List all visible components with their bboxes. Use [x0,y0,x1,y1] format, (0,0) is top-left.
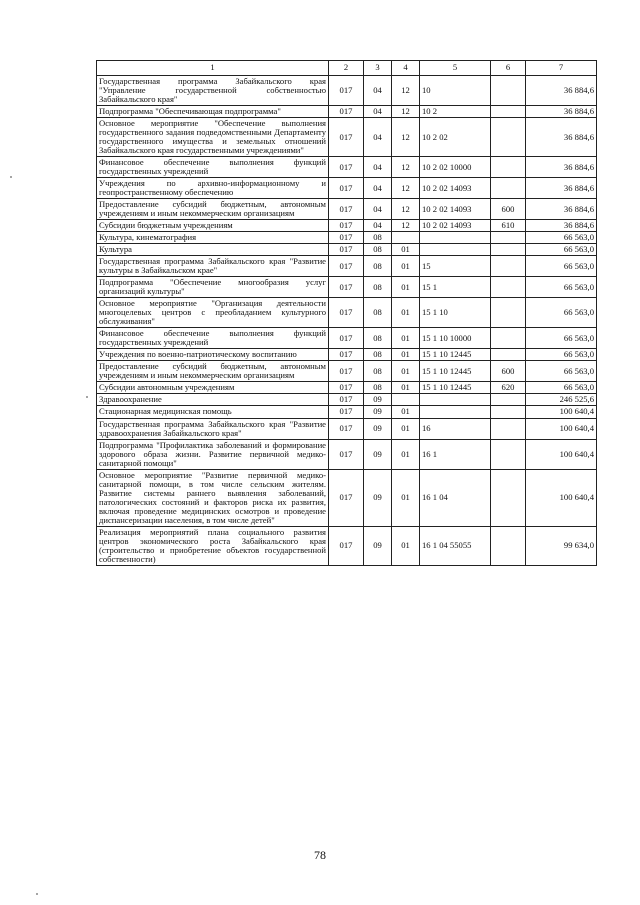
ministry-code: 017 [329,277,364,298]
budget-item-name: Подпрограмма "Обеспечение многообразия услуг организаций культуры" [97,277,329,298]
ministry-code: 017 [329,199,364,220]
budget-item-name: Культура, кинематография [97,232,329,244]
table-row [97,157,597,178]
ministry-code: 017 [329,328,364,349]
subsection-code: 01 [392,439,420,469]
column-header: 2 [329,61,364,76]
expense-type-code: 600 [491,199,526,220]
target-article-code: 10 [420,76,491,106]
section-code: 04 [364,220,392,232]
budget-item-name: Основное мероприятие "Обеспечение выполнения государственного задания подведомственными Департаменту государственного имущества и земельных отношений Забайкальского края государственными учреждениями" [97,118,329,157]
scan-speck [10,176,12,178]
section-code: 08 [364,361,392,382]
page-number: 78 [314,848,326,862]
subsection-code: 12 [392,220,420,232]
expense-type-code [491,157,526,178]
section-code: 04 [364,199,392,220]
subsection-code: 01 [392,382,420,394]
budget-table [96,60,597,566]
budget-item-name: Культура [97,244,329,256]
ministry-code: 017 [329,349,364,361]
expense-type-code [491,277,526,298]
budget-item-name: Государственная программа Забайкальского края "Развитие культуры в Забайкальском крае" [97,256,329,277]
amount-value: 100 640,4 [526,439,597,469]
section-code: 04 [364,76,392,106]
section-code: 09 [364,469,392,526]
section-code: 04 [364,157,392,178]
table-row [97,406,597,418]
expense-type-code [491,232,526,244]
amount-value: 100 640,4 [526,469,597,526]
table-row [97,199,597,220]
table-row [97,382,597,394]
subsection-code: 01 [392,361,420,382]
table-row [97,298,597,328]
table-row [97,220,597,232]
column-header: 6 [491,61,526,76]
ministry-code: 017 [329,382,364,394]
ministry-code: 017 [329,361,364,382]
target-article-code: 10 2 [420,106,491,118]
amount-value: 66 563,0 [526,298,597,328]
target-article-code: 10 2 02 10000 [420,157,491,178]
amount-value: 36 884,6 [526,106,597,118]
budget-item-name: Предоставление субсидий бюджетным, автономным учреждениям и иным некоммерческим организациям [97,199,329,220]
expense-type-code [491,76,526,106]
section-code: 09 [364,418,392,439]
subsection-code: 01 [392,349,420,361]
scan-speck [86,396,88,398]
subsection-code: 01 [392,328,420,349]
table-row [97,349,597,361]
budget-item-name: Финансовое обеспечение выполнения функций государственных учреждений [97,328,329,349]
ministry-code: 017 [329,244,364,256]
expense-type-code [491,394,526,406]
subsection-code: 01 [392,244,420,256]
section-code: 08 [364,298,392,328]
ministry-code: 017 [329,469,364,526]
table-row [97,118,597,157]
ministry-code: 017 [329,118,364,157]
budget-item-name: Подпрограмма "Профилактика заболеваний и формирование здорового образа жизни. Развитие первичной медико-санитарной помощи" [97,439,329,469]
scan-speck [36,893,38,895]
column-header: 5 [420,61,491,76]
amount-value: 66 563,0 [526,361,597,382]
budget-item-name: Реализация мероприятий плана социального развития центров экономического роста Забайкальского края (строительство и приобретение объектов государственной собственности) [97,526,329,565]
target-article-code: 15 1 10 [420,298,491,328]
budget-item-name: Субсидии бюджетным учреждениям [97,220,329,232]
budget-item-name: Государственная программа Забайкальского края "Управление государственной собственностью Забайкальского края" [97,76,329,106]
amount-value: 66 563,0 [526,328,597,349]
target-article-code: 16 1 04 [420,469,491,526]
expense-type-code [491,244,526,256]
subsection-code: 01 [392,277,420,298]
amount-value: 100 640,4 [526,418,597,439]
target-article-code: 10 2 02 14093 [420,178,491,199]
amount-value: 36 884,6 [526,76,597,106]
ministry-code: 017 [329,298,364,328]
budget-item-name: Предоставление субсидий бюджетным, автономным учреждениям и иным некоммерческим организациям [97,361,329,382]
subsection-code: 01 [392,298,420,328]
subsection-code: 01 [392,469,420,526]
ministry-code: 017 [329,406,364,418]
target-article-code: 16 1 04 55055 [420,526,491,565]
amount-value: 66 563,0 [526,382,597,394]
expense-type-code [491,256,526,277]
amount-value: 36 884,6 [526,199,597,220]
table-row [97,256,597,277]
section-code: 08 [364,232,392,244]
target-article-code: 15 1 10 12445 [420,382,491,394]
ministry-code: 017 [329,157,364,178]
expense-type-code [491,406,526,418]
expense-type-code [491,439,526,469]
target-article-code: 10 2 02 [420,118,491,157]
column-header: 3 [364,61,392,76]
expense-type-code: 610 [491,220,526,232]
section-code: 08 [364,277,392,298]
budget-item-name: Финансовое обеспечение выполнения функций государственных учреждений [97,157,329,178]
expense-type-code [491,328,526,349]
table-row [97,469,597,526]
subsection-code: 12 [392,106,420,118]
subsection-code: 01 [392,418,420,439]
target-article-code [420,244,491,256]
table-header-row [97,61,597,76]
expense-type-code [491,526,526,565]
amount-value: 66 563,0 [526,256,597,277]
section-code: 09 [364,406,392,418]
ministry-code: 017 [329,394,364,406]
ministry-code: 017 [329,256,364,277]
column-header: 4 [392,61,420,76]
budget-item-name: Подпрограмма "Обеспечивающая подпрограмма" [97,106,329,118]
subsection-code [392,232,420,244]
table-row [97,76,597,106]
budget-item-name: Субсидии автономным учреждениям [97,382,329,394]
target-article-code: 10 2 02 14093 [420,199,491,220]
amount-value: 66 563,0 [526,349,597,361]
section-code: 04 [364,178,392,199]
target-article-code [420,232,491,244]
target-article-code: 16 [420,418,491,439]
expense-type-code [491,118,526,157]
amount-value: 36 884,6 [526,157,597,178]
section-code: 08 [364,328,392,349]
amount-value: 36 884,6 [526,178,597,199]
section-code: 04 [364,118,392,157]
ministry-code: 017 [329,526,364,565]
budget-item-name: Здравоохранение [97,394,329,406]
table-row [97,232,597,244]
amount-value: 100 640,4 [526,406,597,418]
target-article-code [420,406,491,418]
target-article-code: 15 1 [420,277,491,298]
expense-type-code [491,106,526,118]
budget-item-name: Основное мероприятие "Организация деятельности многоцелевых центров с преобладанием культурного обслуживания" [97,298,329,328]
table-row [97,244,597,256]
target-article-code: 15 1 10 12445 [420,349,491,361]
budget-item-name: Основное мероприятие "Развитие первичной медико-санитарной помощи, в том числе сельским жителям. Развитие системы раннего выявления заболеваний, патологических состояний и факторов риска их развития, включая проведение медицинских осмотров и проведение диспансеризации населения, в том числе детей" [97,469,329,526]
target-article-code: 15 1 10 12445 [420,361,491,382]
expense-type-code [491,349,526,361]
table-row [97,277,597,298]
budget-item-name: Учреждения по военно-патриотическому воспитанию [97,349,329,361]
section-code: 09 [364,439,392,469]
ministry-code: 017 [329,418,364,439]
table-row [97,361,597,382]
subsection-code: 12 [392,199,420,220]
expense-type-code: 600 [491,361,526,382]
section-code: 09 [364,394,392,406]
amount-value: 66 563,0 [526,244,597,256]
target-article-code [420,394,491,406]
section-code: 04 [364,106,392,118]
section-code: 08 [364,382,392,394]
subsection-code: 12 [392,118,420,157]
ministry-code: 017 [329,178,364,199]
budget-item-name: Стационарная медицинская помощь [97,406,329,418]
column-header: 7 [526,61,597,76]
section-code: 09 [364,526,392,565]
amount-value: 66 563,0 [526,232,597,244]
table-row [97,394,597,406]
amount-value: 36 884,6 [526,220,597,232]
subsection-code: 01 [392,526,420,565]
target-article-code: 16 1 [420,439,491,469]
column-header: 1 [97,61,329,76]
expense-type-code [491,418,526,439]
amount-value: 36 884,6 [526,118,597,157]
subsection-code: 12 [392,76,420,106]
ministry-code: 017 [329,220,364,232]
subsection-code: 01 [392,256,420,277]
expense-type-code [491,469,526,526]
ministry-code: 017 [329,76,364,106]
amount-value: 66 563,0 [526,277,597,298]
target-article-code: 15 [420,256,491,277]
subsection-code: 01 [392,406,420,418]
table-row [97,328,597,349]
section-code: 08 [364,244,392,256]
expense-type-code [491,298,526,328]
table-row [97,178,597,199]
subsection-code: 12 [392,157,420,178]
target-article-code: 10 2 02 14093 [420,220,491,232]
table-body [97,61,597,566]
subsection-code: 12 [392,178,420,199]
budget-item-name: Государственная программа Забайкальского края "Развитие здравоохранения Забайкальского края" [97,418,329,439]
ministry-code: 017 [329,439,364,469]
expense-type-code [491,178,526,199]
section-code: 08 [364,256,392,277]
budget-item-name: Учреждения по архивно-информационному и геопространственному обеспечению [97,178,329,199]
table-row [97,418,597,439]
section-code: 08 [364,349,392,361]
subsection-code [392,394,420,406]
table-row [97,526,597,565]
target-article-code: 15 1 10 10000 [420,328,491,349]
table-row [97,439,597,469]
table-row [97,106,597,118]
expense-type-code: 620 [491,382,526,394]
amount-value: 246 525,6 [526,394,597,406]
amount-value: 99 634,0 [526,526,597,565]
ministry-code: 017 [329,232,364,244]
ministry-code: 017 [329,106,364,118]
